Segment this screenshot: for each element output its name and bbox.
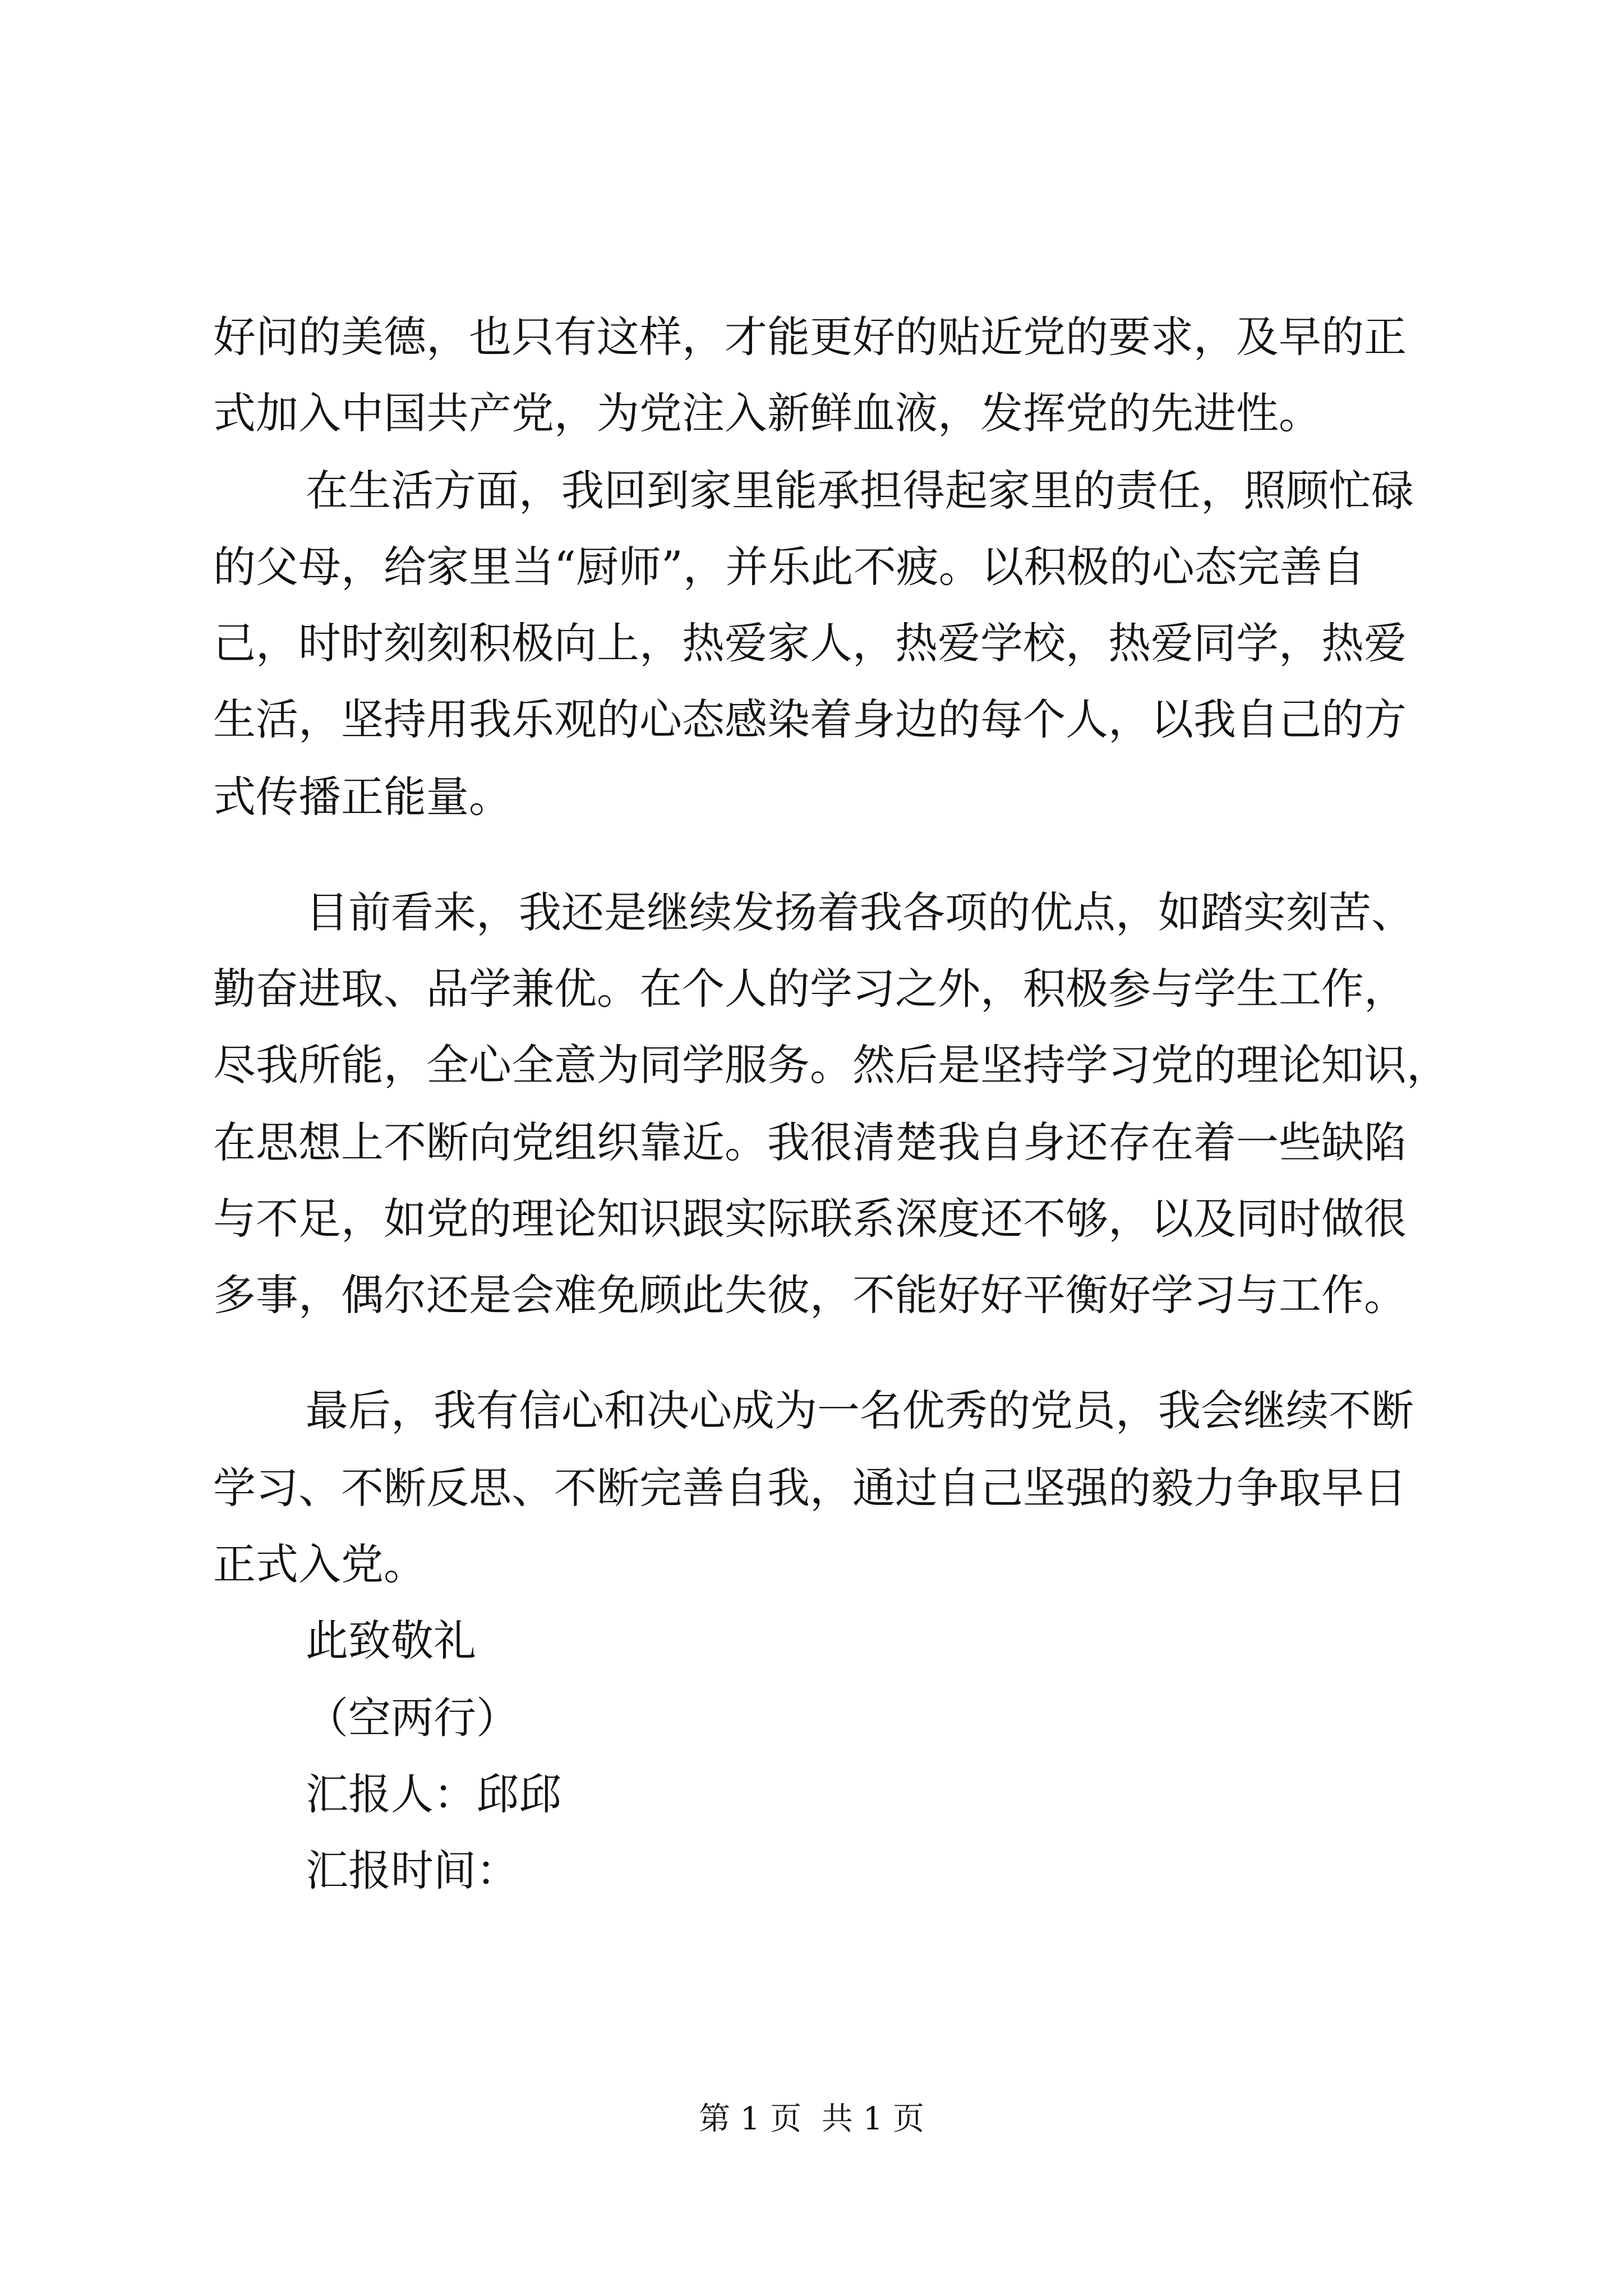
body-line: [0, 873, 1623, 952]
body-line: [0, 298, 1623, 376]
body-line-text: 生活，坚持用我乐观的心态感染着身边的每个人，以我自己的方: [213, 694, 1407, 744]
body-line: [0, 452, 1623, 530]
body-line: [0, 528, 1623, 606]
body-line-text: 正式入党。: [213, 1539, 426, 1589]
body-line: [0, 758, 1623, 836]
blank-note-text: （空两行）: [306, 1693, 519, 1743]
salutation: [0, 1602, 1623, 1680]
body-line-text: 好问的美德，也只有这样，才能更好的贴近党的要求，及早的正: [213, 312, 1407, 362]
body-line-text: 在生活方面，我回到家里能承担得起家里的责任，照顾忙碌: [306, 466, 1414, 516]
body-line-text: 尽我所能，全心全意为同学服务。然后是坚持学习党的理论知识，: [213, 1040, 1449, 1090]
body-line-text: 式加入中国共产党，为党注入新鲜血液，发挥党的先进性。: [213, 388, 1321, 438]
body-line-text: 式传播正能量。: [213, 772, 511, 822]
report-time-line: [0, 1832, 1623, 1910]
body-line: [0, 604, 1623, 683]
body-line: [0, 1180, 1623, 1258]
reporter-line: [0, 1755, 1623, 1834]
body-line: [0, 680, 1623, 759]
body-line: [0, 1103, 1623, 1182]
body-line-text: 的父母，给家里当“厨师”，并乐此不疲。以积极的心态完善自: [213, 542, 1365, 592]
body-line-text: 在思想上不断向党组织靠近。我很清楚我自身还存在着一些缺陷: [213, 1117, 1407, 1167]
body-line-text: 勤奋进取、品学兼优。在个人的学习之外，积极参与学生工作，: [213, 964, 1407, 1014]
page-footer: 第 1 页 共 1 页: [698, 2101, 925, 2137]
salutation-text: 此致敬礼: [306, 1616, 476, 1665]
reporter-text: 汇报人：邱邱: [306, 1769, 561, 1819]
body-line-text: 学习、不断反思、不断完善自我，通过自己坚强的毅力争取早日: [213, 1463, 1407, 1513]
report-time-text: 汇报时间：: [306, 1846, 519, 1895]
body-line: [0, 1256, 1623, 1335]
body-line: [0, 374, 1623, 453]
body-line: [0, 1525, 1623, 1604]
body-line-text: 多事，偶尔还是会难免顾此失彼，不能好好平衡好学习与工作。: [213, 1270, 1407, 1320]
body-line-text: 己，时时刻刻积极向上，热爱家人，热爱学校，热爱同学，热爱: [213, 618, 1407, 668]
body-line: [0, 1026, 1623, 1105]
body-line: [0, 1449, 1623, 1527]
body-line: [0, 1372, 1623, 1450]
blank-note: [0, 1679, 1623, 1757]
body-line-text: 与不足，如党的理论知识跟实际联系深度还不够，以及同时做很: [213, 1194, 1407, 1244]
body-line-text: 目前看来，我还是继续发扬着我各项的优点，如踏实刻苦、: [306, 887, 1414, 937]
body-line-text: 最后，我有信心和决心成为一名优秀的党员，我会继续不断: [306, 1386, 1414, 1435]
body-line: [0, 950, 1623, 1028]
